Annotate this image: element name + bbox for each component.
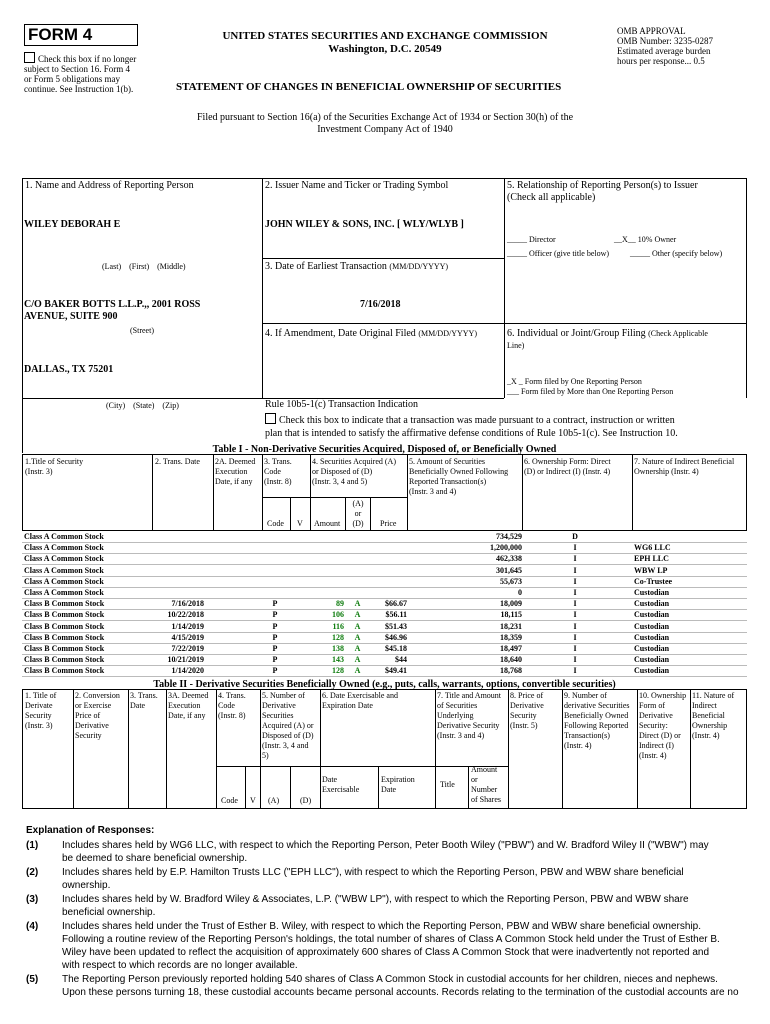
notes-heading: Explanation of Responses: [26,825,155,836]
t1-sub-a: (A) [352,499,364,508]
city-label: (City) (State) (Zip) [106,401,179,410]
t2-sub-date-ex-a: Date [322,775,338,784]
cell-title: Class B Common Stock [24,610,105,620]
cell-nature: WBW LP [634,565,668,575]
box4-label: 4. If Amendment, Date Original Filed [265,328,416,339]
t2-sub-title: Title [440,780,455,789]
t1-h4b: or Disposed of (D) [312,467,373,476]
t2-h9f: (Instr. 4) [564,741,592,750]
footnote-line: Includes shares held under the Trust of Esther B. Wiley, with respect to which the Reporting Person, PBW and WBW share beneficial ownership. [62,921,702,932]
t1-h4c: (Instr. 3, 4 and 5) [312,477,368,486]
cell-code: P [272,655,278,665]
cell-owned: 18,231 [500,621,522,631]
footnote [26,973,746,999]
footnote-line: Following a routine review of the Reporting Person's holdings, the total number of shares of Class A Common Stock held under the Trust of Esther B. [62,934,720,945]
t2-sub-exp-b: Date [381,785,397,794]
t1-sub-amount: Amount [314,519,341,528]
officer-option[interactable]: _____ Officer (give title below) [507,249,610,258]
t2-sub-amount-a: Amount [471,765,498,774]
t2-h1c: Security [25,711,52,720]
t2-h11e: (Instr. 4) [692,731,720,740]
t1-h1b: (Instr. 3) [25,467,53,476]
box4-label-small: (MM/DD/YYYY) [418,329,477,338]
omb-number: OMB Number: 3235-0287 [617,36,713,46]
cell-ad: A [354,621,361,631]
t1-sub-d: (D) [352,519,364,528]
t2-h10e: Direct (D) or [639,731,681,740]
t1-h2a-b: Execution [215,467,248,476]
cell-price: $45.18 [385,644,407,653]
cell-form: I [573,588,577,597]
cell-form: I [573,655,577,665]
t2-sub-a: (A) [268,796,280,805]
t1-h2a-c: Date, if any [215,477,253,486]
t2-h3a-c: Date, if any [168,711,206,720]
cell-date: 7/22/2019 [171,644,204,653]
t2-h5c: Securities [262,711,294,720]
t1-h5b: Beneficially Owned Following [409,467,509,476]
t2-h8c: Security [510,711,537,720]
t2-h3b: Date [130,701,146,710]
cell-date: 1/14/2019 [171,621,204,631]
cell-amount: 116 [332,621,344,631]
check-text-4: continue. See Instruction 1(b). [24,84,134,94]
t2-h10a: 10. Ownership [639,691,687,700]
t2-sub-amount-d: of Shares [471,795,501,804]
check-text-1: Check this box if no longer [38,54,137,64]
t1-h5d: (Instr. 3 and 4) [409,487,457,496]
cell-ad: A [354,610,361,620]
t1-h1a: 1.Title of Security [25,457,84,466]
t2-h9e: Transaction(s) [564,731,610,740]
t2-h5b: Derivative [262,701,296,710]
t2-h10b: Form of [639,701,665,710]
cell-price: $66.67 [385,599,407,609]
check-text-2: subject to Section 16. Form 4 [24,64,130,74]
t1-h5a: 5. Amount of Securities [409,457,485,466]
filed-line-2: Investment Company Act of 1940 [317,124,453,135]
t2-h8d: (Instr. 5) [510,721,538,730]
cell-nature: Custodian [634,632,670,642]
cell-title: Class B Common Stock [24,632,105,642]
footnote-number: (3) [26,894,39,905]
cell-owned: 18,497 [500,644,522,653]
t2-h2a: 2. Conversion [75,691,120,700]
cell-owned: 18,009 [500,599,522,609]
t2-h1a: 1. Title of [25,691,57,700]
cell-title: Class A Common Stock [24,532,104,541]
t2-h3a: 3. Trans. [130,691,158,700]
t2-h2e: Security [75,731,102,740]
one-person-option[interactable]: _X _ Form filed by One Reporting Person [507,377,642,386]
cell-nature: Custodian [634,588,670,597]
cell-owned: 734,529 [496,532,522,541]
cell-code: P [272,644,278,653]
director-option[interactable]: _____ Director [507,235,556,244]
cell-nature: WG6 LLC [634,543,671,553]
footnote-line: Upon these persons turning 18, these custodial accounts became personal accounts. Records relating to the termination of the custodial accounts are no [62,987,739,998]
t2-h7b: of Securities [437,701,478,710]
footnote [26,839,746,865]
issuer-name: JOHN WILEY & SONS, INC. [ WLY/WLYB ] [265,219,464,230]
cell-owned: 18,359 [500,632,522,642]
ten-percent-owner-option[interactable]: __X__ 10% Owner [614,235,677,244]
t2-h9b: derivative Securities [564,701,630,710]
t1-h4a: 4. Securities Acquired (A) [312,457,396,466]
table-row [0,576,770,587]
t1-sub-v: V [297,519,303,528]
table-row [0,609,770,620]
table-row [0,643,770,654]
cell-title: Class A Common Stock [24,588,104,597]
cell-price: $44 [395,655,407,665]
t1-h6a: 6. Ownership Form: Direct [524,457,611,466]
cell-title: Class A Common Stock [24,543,104,553]
t1-h2a-a: 2A. Deemed [215,457,256,466]
cell-title: Class B Common Stock [24,644,105,653]
cell-form: I [573,565,577,575]
t2-h3a-b: Execution [168,701,201,710]
cell-date: 1/14/2020 [171,666,204,676]
footnote [26,866,746,892]
filed-line-1: Filed pursuant to Section 16(a) of the Securities Exchange Act of 1934 or Section 30(h) of the [196,112,574,123]
t2-sub-code: Code [221,796,238,805]
earliest-transaction-date: 7/16/2018 [360,299,401,310]
footnote-line: The Reporting Person previously reported holding 540 shares of Class A Common Stock in custodial accounts for her children, nieces and nephews. [62,974,718,985]
table-row [0,565,770,576]
footnote [26,893,746,919]
table-row [0,587,770,598]
footnote-line: Includes shares held by E.P. Hamilton Trusts LLC ("EPH LLC"), with respect to which the Reporting Person, PBW and WBW share beneficial [62,867,684,878]
cell-title: Class B Common Stock [24,655,105,665]
box6-label-small-2: Line) [507,341,525,350]
multi-person-option[interactable]: ___ Form filed by More than One Reporting Person [507,387,674,396]
other-option[interactable]: _____ Other (specify below) [630,249,723,258]
t2-h10g: (Instr. 4) [639,751,667,760]
cell-amount: 89 [336,599,344,609]
check-text-3: or Form 5 obligations may [24,74,120,84]
table-row [0,598,770,609]
table-row [0,665,770,676]
no-longer-subject-checkbox[interactable] [24,52,35,63]
cell-form: I [573,543,577,553]
rule-text-1: Check this box to indicate that a transaction was made pursuant to a contract, instruction or written [279,415,675,426]
cell-amount: 106 [332,610,344,620]
cell-date: 4/15/2019 [171,632,204,642]
cell-owned: 301,645 [496,565,522,575]
cell-nature: Custodian [634,644,670,653]
cell-nature: EPH LLC [634,554,669,564]
table-row [0,542,770,553]
t2-h9d: Following Reported [564,721,629,730]
box3-label-small: (MM/DD/YYYY) [389,262,449,271]
t2-h3a-a: 3A. Deemed [168,691,209,700]
t2-sub-date-ex-b: Exercisable [322,785,360,794]
name-parts-label: (Last) (First) (Middle) [102,262,186,271]
cell-nature: Co-Trustee [634,576,673,586]
street-line-1: C/O BAKER BOTTS L.L.P.,, 2001 ROSS [24,299,201,310]
t1-sub-or: or [354,509,362,518]
table-row [0,553,770,564]
t2-h5g: 5) [262,751,269,760]
cell-title: Class B Common Stock [24,666,105,676]
t2-sub-amount-c: Number [471,785,498,794]
t1-h6b: (D) or Indirect (I) (Instr. 4) [524,467,611,476]
t2-h4a: 4. Trans. [218,691,246,700]
cell-ad: A [354,644,361,653]
cell-title: Class A Common Stock [24,565,104,575]
box6-label: 6. Individual or Joint/Group Filing [507,328,646,339]
table-row [0,632,770,643]
t1-sub-code: Code [267,519,284,528]
cell-nature: Custodian [634,666,670,676]
t1-sub-price: Price [380,519,397,528]
box5-label-2: (Check all applicable) [507,192,596,203]
footnote-number: (4) [26,921,39,932]
cell-code: P [272,610,278,620]
footnote-line: beneficial ownership. [62,907,156,918]
t2-h2d: Derivative [75,721,109,730]
cell-owned: 18,768 [500,666,522,676]
t2-h7a: 7. Title and Amount [437,691,502,700]
cell-price: $51.43 [385,621,407,631]
cell-ad: A [354,666,361,676]
t2-sub-v: V [250,796,256,805]
t2-h2c: Price of [75,711,101,720]
omb-burden: Estimated average burden [617,46,711,56]
cell-amount: 128 [332,632,344,642]
t2-h7e: (Instr. 3 and 4) [437,731,485,740]
omb-hours: hours per response... 0.5 [617,56,705,66]
omb-approval: OMB APPROVAL [617,26,686,36]
t2-sub-exp-a: Expiration [381,775,415,784]
cell-date: 10/21/2019 [167,655,204,665]
t2-h5e: Disposed of (D) [262,731,314,740]
t2-h9a: 9. Number of [564,691,607,700]
t2-h8b: Derivative [510,701,544,710]
box5-label-1: 5. Relationship of Reporting Person(s) to Issuer [507,180,698,191]
cell-form: I [573,554,577,564]
cell-price: $49.41 [385,666,407,676]
cell-code: P [272,666,278,676]
cell-code: P [272,632,278,642]
cell-form: I [573,621,577,631]
table1-title: Table I - Non-Derivative Securities Acquired, Disposed of, or Beneficially Owned [212,444,557,455]
footnote-line: with respect to which records are no longer available. [62,960,298,971]
t2-h4c: (Instr. 8) [218,711,246,720]
cell-owned: 55,673 [500,576,522,586]
city-state-zip: DALLAS., TX 75201 [24,364,114,375]
t2-h4b: Code [218,701,235,710]
t2-h6b: Expiration Date [322,701,373,710]
cell-amount: 143 [332,655,344,665]
t2-h11b: Indirect [692,701,717,710]
box2-label: 2. Issuer Name and Ticker or Trading Symbol [265,180,449,191]
cell-amount: 128 [332,666,344,676]
t2-h5f: (Instr. 3, 4 and [262,741,309,750]
rule-10b5-checkbox[interactable] [265,413,276,424]
cell-form: I [573,632,577,642]
rule-text-2: plan that is intended to satisfy the affirmative defense conditions of Rule 10b5-1(c). See Instruction 10. [265,428,678,439]
t2-h10d: Security: [639,721,668,730]
t2-h6a: 6. Date Exercisable and [322,691,398,700]
cell-owned: 462,338 [496,554,522,564]
cell-ad: A [354,599,361,609]
cell-form: I [573,644,577,653]
t2-h8a: 8. Price of [510,691,544,700]
form-title: FORM 4 [28,25,93,44]
cell-ad: A [354,655,361,665]
t2-h11d: Ownership [692,721,728,730]
cell-owned: 18,115 [500,610,522,620]
street-label: (Street) [130,326,154,335]
t2-h10f: Indirect (I) [639,741,674,750]
footnote-number: (5) [26,974,39,985]
cell-nature: Custodian [634,599,670,609]
cell-nature: Custodian [634,610,670,620]
cell-owned: 18,640 [500,655,522,665]
t2-h2b: or Exercise [75,701,112,710]
t2-h1d: (Instr. 3) [25,721,53,730]
rule-title: Rule 10b5-1(c) Transaction Indication [265,399,419,410]
t1-h3b: Code [264,467,281,476]
footnote-line: ownership. [62,880,111,891]
box6-label-small-1: (Check Applicable [648,329,708,338]
cell-nature: Custodian [634,655,670,665]
cell-form: I [573,610,577,620]
box1-label: 1. Name and Address of Reporting Person [25,180,194,191]
t2-h7d: Derivative Security [437,721,500,730]
cell-price: $46.96 [385,632,407,642]
t1-h3c: (Instr. 8) [264,477,292,486]
agency-city: Washington, D.C. 20549 [328,43,442,55]
cell-title: Class B Common Stock [24,599,105,609]
statement-title: STATEMENT OF CHANGES IN BENEFICIAL OWNERSHIP OF SECURITIES [176,81,562,93]
footnote-line: Includes shares held by WG6 LLC, with respect to which the Reporting Person, Peter Booth Wiley ("PBW") and W. Bradford Wiley II ("WBW") may [62,840,709,851]
t2-h7c: Underlying [437,711,474,720]
table-row [0,621,770,632]
t2-h1b: Derivate [25,701,53,710]
t1-h7b: Ownership (Instr. 4) [634,467,699,476]
cell-owned: 0 [518,588,522,597]
t2-h11c: Beneficial [692,711,725,720]
cell-title: Class B Common Stock [24,621,105,631]
form-title-box [24,24,138,46]
footnote-line: Wiley have been updated to reflect the acquisition of approximately 600 shares of Class A Common Stock that were inadvertently not reported and [62,947,710,958]
cell-title: Class A Common Stock [24,576,104,586]
footnote-number: (2) [26,867,39,878]
cell-nature: Custodian [634,621,670,631]
footnote-line: be deemed to share beneficial ownership. [62,853,248,864]
cell-form: I [573,666,577,676]
cell-amount: 138 [332,644,344,653]
cell-code: P [272,599,278,609]
street-line-2: AVENUE, SUITE 900 [24,311,118,322]
t2-sub-amount-b: or [471,775,478,784]
t2-h5a: 5. Number of [262,691,305,700]
cell-form: D [572,532,578,541]
cell-code: P [272,621,278,631]
table-row [0,654,770,665]
footnote-number: (1) [26,840,39,851]
cell-form: I [573,599,577,609]
cell-owned: 1,200,000 [490,543,522,553]
t1-h5c: Reported Transaction(s) [409,477,487,486]
cell-date: 7/16/2018 [171,599,204,609]
cell-title: Class A Common Stock [24,554,104,564]
reporting-person-name: WILEY DEBORAH E [24,219,121,230]
t2-h5d: Acquired (A) or [262,721,314,730]
cell-price: $56.11 [385,610,407,620]
table2-title: Table II - Derivative Securities Beneficially Owned (e.g., puts, calls, warrants, options, convertible securities) [153,679,616,690]
t2-h10c: Derivative [639,711,673,720]
t1-h3a: 3. Trans. [264,457,292,466]
cell-form: I [573,576,577,586]
t2-h9c: Beneficially Owned [564,711,629,720]
cell-date: 10/22/2018 [167,610,204,620]
t2-h11a: 11. Nature of [692,691,735,700]
footnote-line: Includes shares held by W. Bradford Wiley & Associates, L.P. ("WBW LP"), with respect to which the Reporting Person, PBW and WBW share [62,894,689,905]
t1-h2: 2. Trans. Date [155,457,200,466]
t2-sub-d: (D) [300,796,312,805]
footnote [26,920,746,972]
t1-h7a: 7. Nature of Indirect Beneficial [634,457,735,466]
cell-ad: A [354,632,361,642]
table-row [0,531,770,542]
box3-label: 3. Date of Earliest Transaction [265,261,387,272]
agency-name: UNITED STATES SECURITIES AND EXCHANGE COMMISSION [222,30,548,42]
